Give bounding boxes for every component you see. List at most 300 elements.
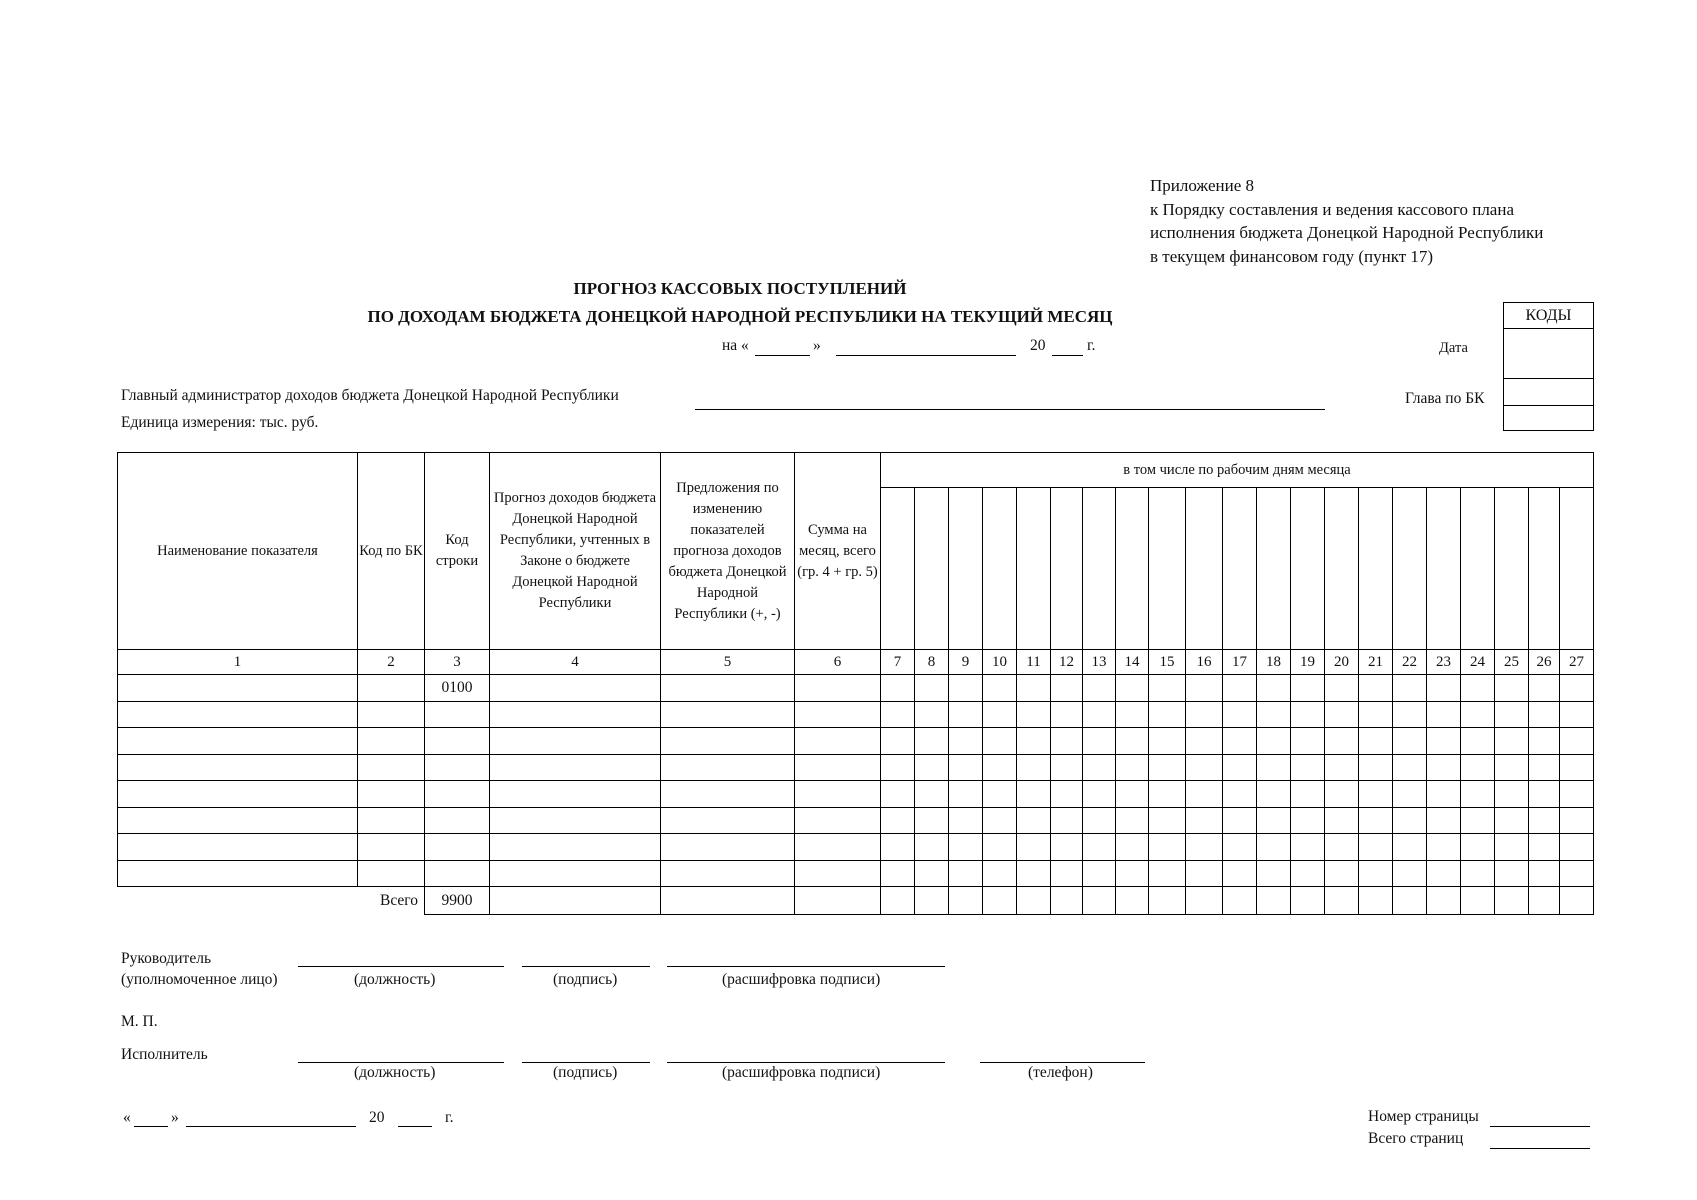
total-cell[interactable] — [1461, 887, 1495, 915]
table-row — [118, 675, 1594, 702]
table-cell[interactable] — [358, 728, 425, 755]
table-cell[interactable] — [1051, 701, 1083, 728]
signature-caption: (подпись) — [553, 1064, 618, 1081]
table-cell[interactable] — [661, 860, 795, 887]
table-cell[interactable] — [795, 807, 881, 834]
table-cell[interactable] — [1257, 834, 1291, 861]
table-cell[interactable] — [1186, 754, 1223, 781]
table-cell[interactable] — [1116, 754, 1149, 781]
table-cell[interactable] — [1560, 675, 1594, 702]
table-cell[interactable] — [1186, 675, 1223, 702]
table-cell[interactable] — [1017, 701, 1051, 728]
table-cell[interactable] — [1560, 834, 1594, 861]
total-cell[interactable] — [661, 887, 795, 915]
table-cell[interactable] — [795, 701, 881, 728]
table-cell[interactable] — [1149, 807, 1186, 834]
table-cell[interactable] — [1223, 728, 1257, 755]
total-cell[interactable] — [1257, 887, 1291, 915]
date-code-cell[interactable] — [1504, 329, 1593, 379]
table-cell[interactable] — [118, 860, 358, 887]
decoding-caption: (расшифровка подписи) — [722, 971, 881, 988]
table-cell[interactable] — [1427, 675, 1461, 702]
table-cell[interactable] — [1495, 860, 1529, 887]
column-number: 4 — [490, 650, 661, 675]
table-cell[interactable] — [1223, 675, 1257, 702]
table-cell[interactable] — [1291, 834, 1325, 861]
table-cell[interactable] — [1495, 834, 1529, 861]
table-cell[interactable] — [1359, 675, 1393, 702]
table-cell[interactable] — [1116, 701, 1149, 728]
table-cell[interactable] — [1017, 860, 1051, 887]
table-cell[interactable] — [425, 754, 490, 781]
table-cell[interactable] — [1359, 728, 1393, 755]
total-cell[interactable] — [949, 887, 983, 915]
table-cell[interactable] — [1495, 701, 1529, 728]
table-cell[interactable] — [1149, 701, 1186, 728]
total-cell[interactable] — [1083, 887, 1116, 915]
table-cell[interactable] — [795, 834, 881, 861]
total-cell[interactable] — [1186, 887, 1223, 915]
table-cell[interactable] — [1051, 860, 1083, 887]
phone-caption: (телефон) — [1028, 1064, 1093, 1081]
table-cell[interactable] — [881, 754, 915, 781]
table-cell[interactable] — [1393, 860, 1427, 887]
total-cell[interactable] — [1427, 887, 1461, 915]
day-header-cell — [1083, 488, 1116, 650]
table-cell[interactable] — [1359, 781, 1393, 808]
table-cell[interactable] — [1325, 728, 1359, 755]
table-cell[interactable] — [1495, 781, 1529, 808]
table-cell[interactable] — [1427, 781, 1461, 808]
chapter-code-cell[interactable] — [1504, 379, 1593, 406]
table-cell[interactable] — [983, 807, 1017, 834]
page-number-field[interactable] — [1490, 1126, 1590, 1127]
table-cell[interactable] — [983, 834, 1017, 861]
executor-phone-field[interactable] — [980, 1062, 1145, 1063]
column-number: 19 — [1291, 650, 1325, 675]
table-cell[interactable] — [983, 754, 1017, 781]
table-cell[interactable] — [118, 754, 358, 781]
table-cell[interactable] — [949, 781, 983, 808]
table-cell[interactable] — [1149, 728, 1186, 755]
table-cell[interactable] — [1186, 701, 1223, 728]
day-header-cell — [1291, 488, 1325, 650]
position-caption: (должность) — [354, 971, 436, 988]
table-cell[interactable] — [1359, 701, 1393, 728]
table-cell[interactable] — [1560, 781, 1594, 808]
table-cell[interactable] — [118, 675, 358, 702]
day-header-cell — [1495, 488, 1529, 650]
table-cell[interactable] — [118, 701, 358, 728]
table-cell[interactable] — [1083, 701, 1116, 728]
table-cell[interactable] — [1257, 781, 1291, 808]
table-cell[interactable] — [983, 781, 1017, 808]
table-cell[interactable] — [1393, 807, 1427, 834]
table-cell[interactable] — [1427, 834, 1461, 861]
total-pages-field[interactable] — [1490, 1148, 1590, 1149]
table-cell[interactable] — [915, 728, 949, 755]
table-cell[interactable] — [1393, 754, 1427, 781]
table-cell[interactable] — [661, 754, 795, 781]
day-header-cell — [1393, 488, 1427, 650]
table-cell[interactable] — [1257, 807, 1291, 834]
table-cell[interactable] — [1051, 728, 1083, 755]
table-cell[interactable] — [1149, 675, 1186, 702]
table-cell[interactable] — [425, 701, 490, 728]
table-cell[interactable] — [1291, 860, 1325, 887]
table-cell[interactable] — [118, 728, 358, 755]
total-cell[interactable] — [1291, 887, 1325, 915]
total-cell[interactable]: 9900 — [425, 887, 490, 915]
table-cell[interactable] — [1495, 807, 1529, 834]
table-cell[interactable] — [661, 675, 795, 702]
executor-position-field[interactable] — [298, 1062, 504, 1063]
total-cell[interactable] — [1359, 887, 1393, 915]
table-cell[interactable] — [1427, 754, 1461, 781]
table-cell[interactable] — [1393, 728, 1427, 755]
table-cell[interactable] — [118, 807, 358, 834]
appendix-line: исполнения бюджета Донецкой Народной Республики — [1150, 223, 1544, 242]
table-cell[interactable] — [661, 781, 795, 808]
table-cell[interactable] — [661, 807, 795, 834]
table-cell[interactable] — [881, 728, 915, 755]
table-cell[interactable] — [490, 675, 661, 702]
table-cell[interactable] — [1393, 834, 1427, 861]
column-number: 24 — [1461, 650, 1495, 675]
day-header-cell — [1560, 488, 1594, 650]
column-number: 23 — [1427, 650, 1461, 675]
table-cell[interactable] — [1186, 807, 1223, 834]
table-cell[interactable] — [1560, 807, 1594, 834]
day-header-cell — [1116, 488, 1149, 650]
table-cell[interactable] — [1149, 781, 1186, 808]
table-cell[interactable] — [1495, 754, 1529, 781]
table-cell[interactable] — [1186, 781, 1223, 808]
table-cell[interactable] — [358, 781, 425, 808]
table-cell[interactable] — [1325, 807, 1359, 834]
table-cell[interactable] — [1083, 807, 1116, 834]
table-cell[interactable] — [1051, 754, 1083, 781]
table-cell[interactable] — [118, 834, 358, 861]
table-cell[interactable] — [1223, 834, 1257, 861]
table-cell[interactable] — [1291, 807, 1325, 834]
footer-year-suffix: г. — [445, 1109, 454, 1126]
table-cell[interactable] — [1461, 754, 1495, 781]
header-row-code: Код строки — [425, 453, 490, 650]
total-cell[interactable] — [1149, 887, 1186, 915]
table-cell[interactable] — [490, 701, 661, 728]
table-cell[interactable] — [1461, 728, 1495, 755]
table-cell[interactable] — [1529, 701, 1560, 728]
table-cell[interactable] — [358, 860, 425, 887]
table-cell[interactable] — [1325, 754, 1359, 781]
table-cell[interactable] — [1461, 675, 1495, 702]
table-cell[interactable] — [1257, 754, 1291, 781]
executor-label: Исполнитель — [121, 1046, 208, 1063]
table-cell[interactable] — [1359, 807, 1393, 834]
column-number: 2 — [358, 650, 425, 675]
table-cell[interactable] — [1427, 728, 1461, 755]
head-decoding-field[interactable] — [667, 966, 945, 967]
table-cell[interactable] — [1149, 834, 1186, 861]
executor-decoding-field[interactable] — [667, 1062, 945, 1063]
table-cell[interactable] — [1051, 834, 1083, 861]
table-cell[interactable] — [983, 860, 1017, 887]
day-header-cell — [1149, 488, 1186, 650]
table-cell[interactable] — [1223, 781, 1257, 808]
table-cell[interactable] — [881, 834, 915, 861]
table-cell[interactable] — [1017, 754, 1051, 781]
table-cell[interactable] — [1529, 675, 1560, 702]
position-caption: (должность) — [354, 1064, 436, 1081]
column-number: 16 — [1186, 650, 1223, 675]
table-cell[interactable] — [1116, 728, 1149, 755]
table-cell[interactable] — [949, 675, 983, 702]
column-number: 21 — [1359, 650, 1393, 675]
table-cell[interactable] — [358, 807, 425, 834]
table-cell[interactable] — [949, 728, 983, 755]
table-cell[interactable] — [1186, 728, 1223, 755]
table-cell[interactable] — [1529, 807, 1560, 834]
table-cell[interactable] — [915, 754, 949, 781]
total-cell[interactable] — [1393, 887, 1427, 915]
table-cell[interactable] — [1257, 860, 1291, 887]
table-cell[interactable] — [425, 860, 490, 887]
table-cell[interactable] — [1149, 860, 1186, 887]
day-field[interactable] — [755, 355, 810, 356]
table-cell[interactable] — [1017, 728, 1051, 755]
table-cell[interactable] — [1560, 754, 1594, 781]
table-cell[interactable] — [1359, 754, 1393, 781]
table-cell[interactable] — [1529, 834, 1560, 861]
table-cell[interactable] — [1116, 675, 1149, 702]
table-cell[interactable] — [881, 701, 915, 728]
total-cell[interactable] — [490, 887, 661, 915]
table-cell[interactable] — [118, 781, 358, 808]
footer-year-field[interactable] — [398, 1126, 432, 1127]
table-cell[interactable] — [1017, 807, 1051, 834]
table-cell[interactable] — [915, 781, 949, 808]
table-cell[interactable] — [915, 860, 949, 887]
table-cell[interactable] — [949, 834, 983, 861]
table-cell[interactable] — [1116, 860, 1149, 887]
table-cell[interactable] — [949, 701, 983, 728]
year-field[interactable] — [1052, 355, 1083, 356]
total-cell[interactable] — [1223, 887, 1257, 915]
table-cell[interactable] — [949, 754, 983, 781]
month-field[interactable] — [836, 355, 1016, 356]
table-cell[interactable] — [490, 834, 661, 861]
table-cell[interactable] — [1359, 860, 1393, 887]
table-cell[interactable] — [1223, 807, 1257, 834]
table-cell[interactable] — [1083, 781, 1116, 808]
table-cell[interactable] — [425, 781, 490, 808]
table-cell[interactable] — [983, 728, 1017, 755]
table-cell[interactable] — [1083, 675, 1116, 702]
administrator-label: Главный администратор доходов бюджета Донецкой Народной Республики — [121, 387, 619, 404]
total-cell[interactable] — [983, 887, 1017, 915]
table-cell[interactable] — [1393, 701, 1427, 728]
footer-day-field[interactable] — [134, 1126, 168, 1127]
table-cell[interactable] — [795, 754, 881, 781]
table-cell[interactable] — [1017, 834, 1051, 861]
table-cell[interactable] — [425, 834, 490, 861]
table-cell[interactable] — [1051, 781, 1083, 808]
head-signature-field[interactable] — [522, 966, 650, 967]
table-cell[interactable] — [1325, 860, 1359, 887]
table-cell[interactable] — [1427, 860, 1461, 887]
table-cell[interactable] — [1223, 754, 1257, 781]
table-cell[interactable]: 0100 — [425, 675, 490, 702]
table-cell[interactable] — [661, 834, 795, 861]
table-cell[interactable] — [1393, 675, 1427, 702]
footer-year-prefix: 20 — [369, 1109, 385, 1126]
table-cell[interactable] — [1017, 675, 1051, 702]
table-cell[interactable] — [1257, 728, 1291, 755]
table-cell[interactable] — [795, 781, 881, 808]
table-cell[interactable] — [1083, 728, 1116, 755]
table-cell[interactable] — [1393, 781, 1427, 808]
column-number: 14 — [1116, 650, 1149, 675]
table-cell[interactable] — [1083, 860, 1116, 887]
table-cell[interactable] — [1083, 754, 1116, 781]
column-number: 8 — [915, 650, 949, 675]
table-cell[interactable] — [1461, 807, 1495, 834]
total-cell[interactable] — [1051, 887, 1083, 915]
year-prefix: 20 — [1030, 337, 1046, 354]
table-cell[interactable] — [1495, 728, 1529, 755]
table-cell[interactable] — [1560, 728, 1594, 755]
table-cell[interactable] — [1359, 834, 1393, 861]
table-cell[interactable] — [795, 728, 881, 755]
table-cell[interactable] — [983, 675, 1017, 702]
header-kbk: Код по БК — [358, 453, 425, 650]
table-cell[interactable] — [490, 860, 661, 887]
table-cell[interactable] — [881, 675, 915, 702]
table-cell[interactable] — [1083, 834, 1116, 861]
total-cell[interactable] — [1017, 887, 1051, 915]
table-cell[interactable] — [661, 701, 795, 728]
table-cell[interactable] — [1291, 701, 1325, 728]
total-cell[interactable] — [795, 887, 881, 915]
table-cell[interactable] — [1051, 807, 1083, 834]
total-cell[interactable] — [881, 887, 915, 915]
table-cell[interactable] — [1257, 675, 1291, 702]
table-cell[interactable] — [661, 728, 795, 755]
table-cell[interactable] — [1529, 781, 1560, 808]
table-cell[interactable] — [358, 834, 425, 861]
table-cell[interactable] — [1149, 754, 1186, 781]
table-cell[interactable] — [1560, 860, 1594, 887]
table-cell[interactable] — [1291, 781, 1325, 808]
table-cell[interactable] — [425, 728, 490, 755]
table-cell[interactable] — [490, 728, 661, 755]
table-cell[interactable] — [949, 860, 983, 887]
table-cell[interactable] — [795, 675, 881, 702]
table-cell[interactable] — [915, 701, 949, 728]
table-cell[interactable] — [1461, 834, 1495, 861]
table-cell[interactable] — [1325, 781, 1359, 808]
table-cell[interactable] — [795, 860, 881, 887]
day-header-cell — [1223, 488, 1257, 650]
table-cell[interactable] — [1257, 701, 1291, 728]
table-cell[interactable] — [490, 807, 661, 834]
table-cell[interactable] — [1529, 728, 1560, 755]
administrator-field[interactable] — [695, 409, 1325, 410]
table-cell[interactable] — [1427, 701, 1461, 728]
total-cell[interactable] — [1529, 887, 1560, 915]
table-cell[interactable] — [1116, 834, 1149, 861]
header-month-sum: Сумма на месяц, всего (гр. 4 + гр. 5) — [795, 453, 881, 650]
table-cell[interactable] — [949, 807, 983, 834]
total-cell[interactable] — [915, 887, 949, 915]
table-cell[interactable] — [915, 675, 949, 702]
table-cell[interactable] — [1529, 860, 1560, 887]
column-number: 26 — [1529, 650, 1560, 675]
table-cell[interactable] — [1291, 728, 1325, 755]
chapter-label: Глава по БК — [1405, 390, 1485, 407]
column-number: 15 — [1149, 650, 1186, 675]
table-cell[interactable] — [1186, 834, 1223, 861]
table-cell[interactable] — [881, 781, 915, 808]
footer-month-field[interactable] — [186, 1126, 356, 1127]
table-cell[interactable] — [1461, 781, 1495, 808]
table-cell[interactable] — [358, 754, 425, 781]
table-cell[interactable] — [1495, 675, 1529, 702]
table-cell[interactable] — [881, 807, 915, 834]
column-number: 10 — [983, 650, 1017, 675]
extra-code-cell[interactable] — [1504, 406, 1593, 430]
table-cell[interactable] — [1427, 807, 1461, 834]
table-cell[interactable] — [1461, 701, 1495, 728]
year-suffix: г. — [1087, 337, 1096, 354]
table-cell[interactable] — [490, 754, 661, 781]
table-cell[interactable] — [1325, 701, 1359, 728]
table-cell[interactable] — [358, 675, 425, 702]
total-cell[interactable] — [1325, 887, 1359, 915]
day-header-cell — [1359, 488, 1393, 650]
table-cell[interactable] — [358, 701, 425, 728]
table-cell[interactable] — [915, 834, 949, 861]
table-cell[interactable] — [1461, 860, 1495, 887]
table-cell[interactable] — [425, 807, 490, 834]
table-cell[interactable] — [1223, 701, 1257, 728]
table-cell[interactable] — [915, 807, 949, 834]
table-cell[interactable] — [1291, 675, 1325, 702]
table-cell[interactable] — [1560, 701, 1594, 728]
table-cell[interactable] — [1325, 675, 1359, 702]
total-cell[interactable] — [1560, 887, 1594, 915]
table-row — [118, 807, 1594, 834]
executor-signature-field[interactable] — [522, 1062, 650, 1063]
table-cell[interactable] — [1051, 675, 1083, 702]
table-cell[interactable] — [1325, 834, 1359, 861]
total-cell[interactable] — [1495, 887, 1529, 915]
table-cell[interactable] — [1116, 781, 1149, 808]
table-cell[interactable] — [1186, 860, 1223, 887]
table-cell[interactable] — [881, 860, 915, 887]
column-number: 9 — [949, 650, 983, 675]
head-position-field[interactable] — [298, 966, 504, 967]
total-cell[interactable] — [1116, 887, 1149, 915]
table-cell[interactable] — [490, 781, 661, 808]
table-cell[interactable] — [1116, 807, 1149, 834]
table-cell[interactable] — [983, 701, 1017, 728]
table-cell[interactable] — [1291, 754, 1325, 781]
table-cell[interactable] — [1529, 754, 1560, 781]
table-cell[interactable] — [1223, 860, 1257, 887]
table-cell[interactable] — [1017, 781, 1051, 808]
